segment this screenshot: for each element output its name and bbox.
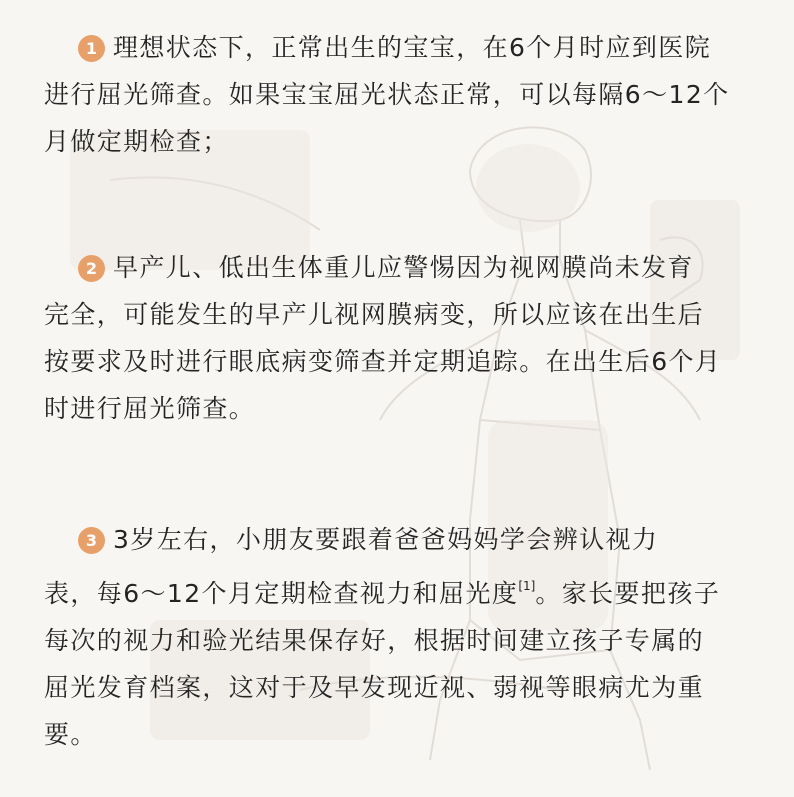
list-item-3-line-1 (44, 516, 752, 563)
footnote-marker[interactable]: [1] (518, 579, 536, 593)
list-item-1 (44, 24, 752, 165)
list-item-1-line-1 (44, 24, 752, 71)
list-item-3-line-3: 每次的视力和验光结果保存好，根据时间建立孩子专属的 (44, 626, 705, 655)
list-item-2-line-1 (44, 244, 752, 291)
number-badge-3: 3 (78, 527, 105, 554)
list-item-1-text-1: 理想状态下，正常出生的宝宝，在6个月时应到医院 (113, 33, 712, 62)
list-item-3-line-2 (44, 563, 752, 617)
list-item-2-text-1: 早产儿、低出生体重儿应警惕因为视网膜尚未发育 (113, 253, 694, 282)
list-item-3-text-2: 表，每6～12个月定期检查视力和屈光度 (44, 579, 519, 608)
list-item-2-line-2: 完全，可能发生的早产儿视网膜病变，所以应该在出生后 (44, 300, 705, 329)
list-item-3-text-1: 3岁左右，小朋友要跟着爸爸妈妈学会辨认视力 (113, 525, 659, 554)
number-badge-2: 2 (78, 255, 105, 282)
list-item-3-text-2-tail: 。家长要把孩子 (535, 579, 721, 608)
list-item-2 (44, 244, 752, 432)
list-item-3-line-5: 要。 (44, 720, 97, 749)
list-item-1-line-2: 进行屈光筛查。如果宝宝屈光状态正常，可以每隔6～12个 (44, 80, 730, 109)
number-badge-1: 1 (78, 35, 105, 62)
list-item-2-line-4: 时进行屈光筛查。 (44, 394, 256, 423)
list-item-3 (44, 516, 752, 758)
list-item-1-line-3: 月做定期检查； (44, 127, 229, 156)
list-item-2-line-3: 按要求及时进行眼底病变筛查并定期追踪。在出生后6个月 (44, 347, 722, 376)
list-item-3-line-4: 屈光发育档案，这对于及早发现近视、弱视等眼病尤为重 (44, 673, 705, 702)
